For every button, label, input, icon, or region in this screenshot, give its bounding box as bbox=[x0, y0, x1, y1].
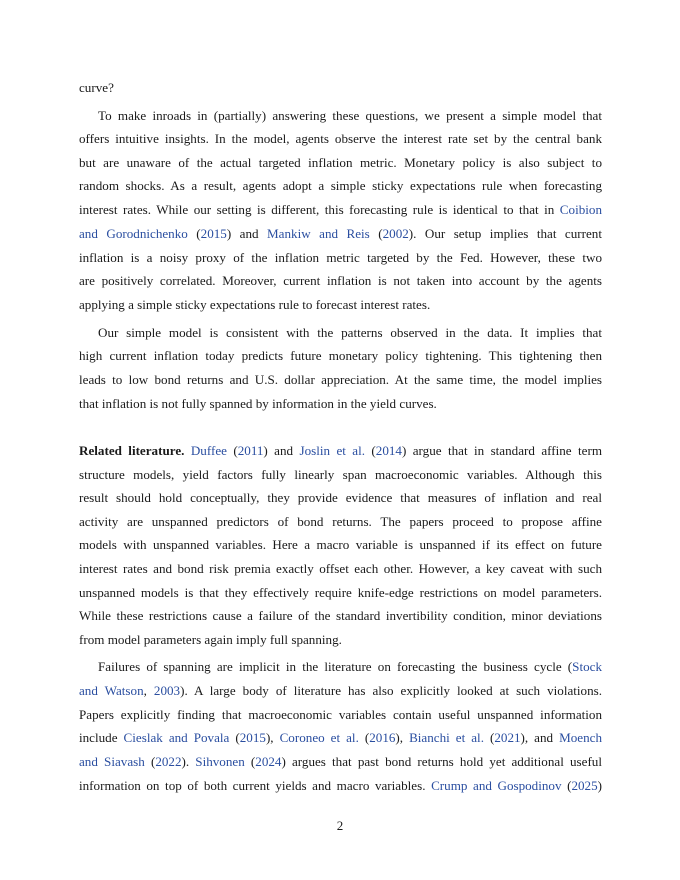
text-line bbox=[79, 78, 602, 98]
text-span: ( bbox=[226, 443, 238, 458]
text-line bbox=[79, 346, 602, 366]
citation-link[interactable]: 2011 bbox=[237, 443, 264, 458]
text-span: ), bbox=[265, 730, 280, 745]
text-span: While these restrictions cause a failure of the standard invertibility condition, minor deviations bbox=[79, 608, 602, 623]
text-span: ( bbox=[365, 443, 376, 458]
text-span: Our simple model is consistent with the patterns observed in the data. It implies that bbox=[98, 325, 602, 340]
citation-link[interactable]: 2015 bbox=[239, 730, 266, 745]
text-line bbox=[79, 295, 602, 315]
citation-link[interactable]: 2002 bbox=[382, 226, 409, 241]
text-span: ) bbox=[597, 778, 603, 793]
text-span: ). Our setup implies that current bbox=[408, 226, 602, 241]
text-line bbox=[79, 465, 602, 485]
text-line bbox=[79, 271, 602, 291]
text-span: models with unspanned variables. Here a macro variable is unspanned if its effect on future bbox=[79, 537, 602, 552]
text-span: interest rates. While our setting is different, this forecasting rule is identical to that in bbox=[79, 202, 560, 217]
text-span: result should hold conceptually, they provide evidence that measures of inflation and real bbox=[79, 490, 602, 505]
text-span: high current inflation today predicts future monetary policy tightening. This tightening then bbox=[79, 348, 602, 363]
text-span: structure models, yield factors fully linearly span macroeconomic variables. Although this bbox=[79, 467, 602, 482]
text-line bbox=[79, 488, 602, 508]
citation-link[interactable]: and Siavash bbox=[79, 754, 145, 769]
text-line bbox=[79, 129, 602, 149]
text-line bbox=[79, 248, 602, 268]
text-span: ), and bbox=[520, 730, 560, 745]
text-span: applying a simple sticky expectations rule to forecast interest rates. bbox=[79, 297, 431, 312]
text-span: include bbox=[79, 730, 124, 745]
text-span: , bbox=[143, 683, 154, 698]
text-span: Papers explicitly finding that macroeconomic variables contain useful unspanned information bbox=[79, 707, 602, 722]
citation-link[interactable]: Coroneo et al. bbox=[279, 730, 359, 745]
text-line bbox=[79, 728, 602, 748]
text-line bbox=[79, 176, 602, 196]
citation-link[interactable]: and Gorodnichenko bbox=[79, 226, 188, 241]
text-span: ) and bbox=[226, 226, 268, 241]
citation-link[interactable]: 2014 bbox=[375, 443, 402, 458]
text-line bbox=[79, 630, 602, 650]
text-span: ) argues that past bond returns hold yet additional useful bbox=[281, 754, 602, 769]
citation-link[interactable]: Crump and Gospodinov bbox=[431, 778, 562, 793]
text-line bbox=[79, 224, 602, 244]
text-span: ). A large body of literature has also explicitly looked at such violations. bbox=[180, 683, 603, 698]
text-line bbox=[79, 535, 602, 555]
text-span: inflation is a noisy proxy of the inflation metric targeted by the Fed. However, these two bbox=[79, 250, 602, 265]
text-line bbox=[79, 752, 602, 772]
text-span: ( bbox=[483, 730, 495, 745]
citation-link[interactable]: Coibion bbox=[559, 202, 602, 217]
text-line bbox=[98, 657, 602, 677]
text-span: Failures of spanning are implicit in the literature on forecasting the business cycle ( bbox=[98, 659, 573, 674]
citation-link[interactable]: 2025 bbox=[571, 778, 598, 793]
citation-link[interactable]: Joslin et al. bbox=[299, 443, 366, 458]
text-span: curve? bbox=[79, 80, 114, 95]
citation-link[interactable]: 2024 bbox=[255, 754, 282, 769]
text-span: leads to low bond returns and U.S. dollar appreciation. At the same time, the model implies bbox=[79, 372, 602, 387]
text-span: ) and bbox=[263, 443, 300, 458]
text-span: ( bbox=[358, 730, 370, 745]
text-line bbox=[79, 200, 602, 220]
text-span: ( bbox=[561, 778, 572, 793]
text-span: information on top of both current yields and macro variables. bbox=[79, 778, 432, 793]
citation-link[interactable]: Cieslak and Povala bbox=[123, 730, 230, 745]
text-line bbox=[79, 512, 602, 532]
citation-link[interactable]: and Watson bbox=[79, 683, 144, 698]
text-span: ). bbox=[181, 754, 196, 769]
text-span: from model parameters again imply full spanning. bbox=[79, 632, 342, 647]
text-span: interest rates and bond risk premia exactly offset each other. However, a key caveat with such bbox=[79, 561, 602, 576]
citation-link[interactable]: 2003 bbox=[153, 683, 181, 698]
citation-link[interactable]: 2015 bbox=[200, 226, 227, 241]
text-line bbox=[79, 583, 602, 603]
text-line bbox=[79, 441, 602, 461]
citation-link[interactable]: Sihvonen bbox=[195, 754, 245, 769]
text-line bbox=[79, 681, 602, 701]
text-line bbox=[79, 370, 602, 390]
text-span: activity are unspanned predictors of bond returns. The papers proceed to propose affine bbox=[79, 514, 602, 529]
text-span: ( bbox=[369, 226, 383, 241]
text-span: but are unaware of the actual targeted inflation metric. Monetary policy is also subject to bbox=[79, 155, 602, 170]
text-span: ), bbox=[395, 730, 410, 745]
citation-link[interactable]: Mankiw and Reis bbox=[267, 226, 370, 241]
citation-link[interactable]: Moench bbox=[559, 730, 602, 745]
citation-link[interactable]: Stock bbox=[572, 659, 602, 674]
text-span: that inflation is not fully spanned by information in the yield curves. bbox=[79, 396, 437, 411]
citation-link[interactable]: Bianchi et al. bbox=[409, 730, 484, 745]
text-line bbox=[79, 394, 602, 414]
section-heading: Related literature. bbox=[79, 443, 185, 458]
text-line bbox=[79, 153, 602, 173]
text-line bbox=[79, 606, 602, 626]
citation-link[interactable]: 2022 bbox=[155, 754, 182, 769]
text-span: To make inroads in (partially) answering these questions, we present a simple model that bbox=[98, 108, 602, 123]
citation-link[interactable]: Duffee bbox=[190, 443, 227, 458]
text-line bbox=[98, 106, 602, 126]
text-line bbox=[79, 559, 602, 579]
text-span: ( bbox=[187, 226, 201, 241]
text-span: ( bbox=[229, 730, 240, 745]
text-line bbox=[98, 323, 602, 343]
text-span: are positively correlated. Moreover, current inflation is not taken into account by the agents bbox=[79, 273, 602, 288]
text-line bbox=[79, 705, 602, 725]
page-number: 2 bbox=[336, 818, 344, 833]
text-span: offers intuitive insights. In the model, agents observe the interest rate set by the central bank bbox=[79, 131, 602, 146]
text-span: ( bbox=[244, 754, 256, 769]
text-span: random shocks. As a result, agents adopt a simple sticky expectations rule when forecasting bbox=[79, 178, 602, 193]
text-line bbox=[79, 776, 602, 796]
citation-link[interactable]: 2021 bbox=[494, 730, 521, 745]
citation-link[interactable]: 2016 bbox=[369, 730, 396, 745]
text-span: ( bbox=[144, 754, 156, 769]
text-span: unspanned models is that they effectively require knife-edge restrictions on model parameters. bbox=[79, 585, 602, 600]
text-span: ) argue that in standard affine term bbox=[401, 443, 603, 458]
